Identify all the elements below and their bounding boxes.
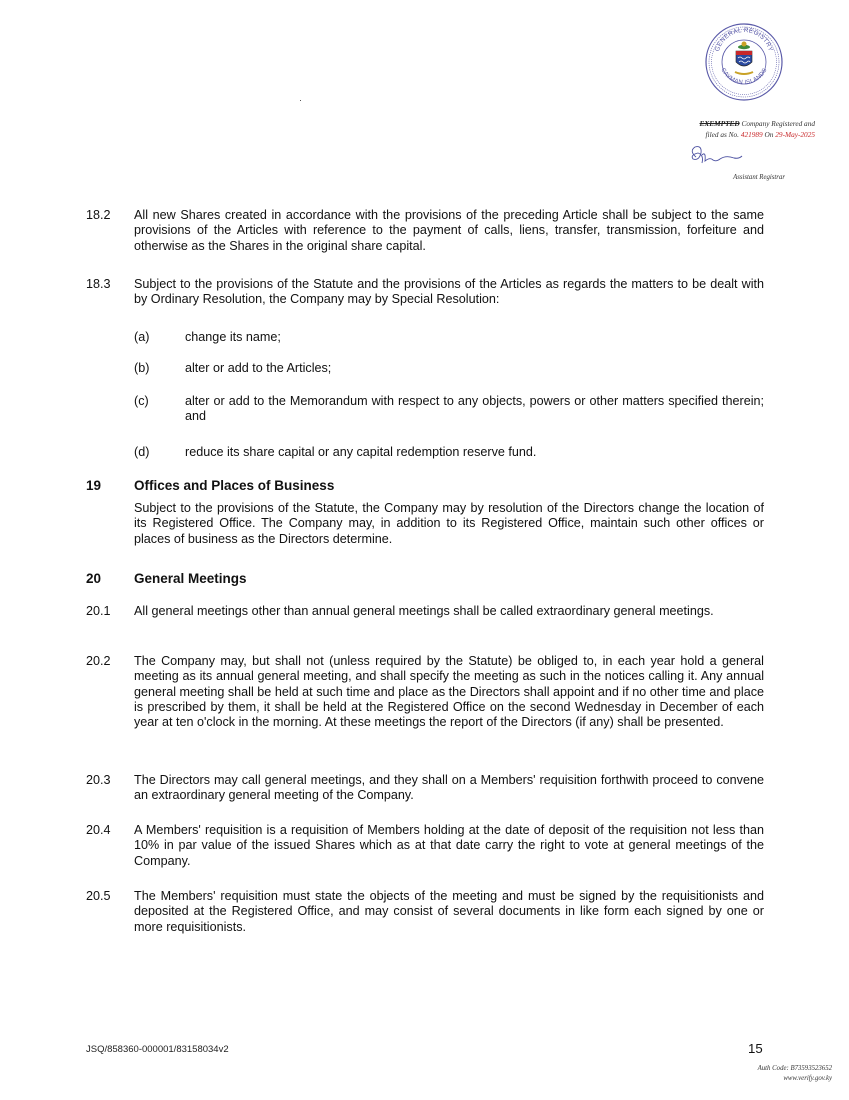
item-text: alter or add to the Articles; <box>185 361 332 375</box>
stamp-line2-prefix: filed as No. <box>705 130 739 139</box>
clause-18-3-text: Subject to the provisions of the Statute and the provisions of the Articles as regards the matters to be dealt with by Ordinary Resolution, the Company may by Special Resolution: <box>134 277 764 307</box>
registration-stamp <box>610 118 815 140</box>
item-text: change its name; <box>185 330 281 344</box>
item-text: reduce its share capital or any capital redemption reserve fund. <box>185 445 537 459</box>
company-type: EXEMPTED <box>699 119 740 128</box>
seal-bottom-text: CAYMAN ISLANDS <box>719 67 769 87</box>
item-label: (d) <box>134 445 150 459</box>
stamp-line2-on: On <box>764 130 774 139</box>
clause-number: 18.2 <box>86 208 111 222</box>
document-reference: JSQ/858360-000001/83158034v2 <box>86 1044 229 1055</box>
section-number: 20 <box>86 571 102 586</box>
clause-20-1-text: All general meetings other than annual general meetings shall be called extraordinary general meetings. <box>134 604 714 618</box>
registration-number: 421989 <box>740 130 763 139</box>
clause-number: 18.3 <box>86 277 111 291</box>
svg-text:CAYMAN ISLANDS <box>719 67 768 86</box>
page-number: 15 <box>748 1041 763 1056</box>
stamp-line1: Company Registered and <box>741 119 815 128</box>
auth-block <box>680 1064 832 1084</box>
section-number: 19 <box>86 478 102 493</box>
clause-number: 20.1 <box>86 604 111 618</box>
item-text: alter or add to the Memorandum with respect to any objects, powers or other matters specified therein; and <box>185 394 764 424</box>
section-19-title: Offices and Places of Business <box>134 478 335 493</box>
item-label: (a) <box>134 330 150 344</box>
assistant-registrar: Assistant Registrar <box>733 174 785 181</box>
scan-speck <box>300 100 301 101</box>
clause-20-4-text: A Members' requisition is a requisition of Members holding at the date of deposit of the requisition not less than 10% in par value of the issued Shares which as at that date carry the right to vote at general meetings of the Company. <box>134 823 764 868</box>
filing-date: 29-May-2025 <box>775 130 815 139</box>
verify-url: www.verify.gov.ky <box>783 1075 832 1082</box>
clause-number: 20.3 <box>86 773 111 787</box>
clause-20-3-text: The Directors may call general meetings, and they shall on a Members' requisition forthwith proceed to convene an extraordinary general meeting of the Company. <box>134 773 764 803</box>
signature-icon <box>686 143 746 169</box>
section-20-title: General Meetings <box>134 571 247 586</box>
clause-number: 20.5 <box>86 889 111 903</box>
section-19-text: Subject to the provisions of the Statute, the Company may by resolution of the Directors change the location of its Registered Office. The Company may, in addition to its Registered Office, maintain such other offices or places of business as the Directors determine. <box>134 501 764 546</box>
clause-number: 20.4 <box>86 823 111 837</box>
clause-18-2-text: All new Shares created in accordance with the provisions of the preceding Article shall be subject to the same provisions of the Articles with reference to the payment of calls, liens, transfer, transmission, forfeiture and otherwise as the Shares in the original share capital. <box>134 208 764 253</box>
seal-top-text: GENERAL REGISTRY <box>713 26 775 53</box>
clause-20-5-text: The Members' requisition must state the objects of the meeting and must be signed by the requisitionists and deposited at the Registered Office, and may consist of several documents in like form each signed by one or more requisitionists. <box>134 889 764 934</box>
registry-seal-icon <box>705 10 783 110</box>
clause-number: 20.2 <box>86 654 111 668</box>
auth-code: Auth Code: B73593523652 <box>757 1065 832 1072</box>
item-label: (c) <box>134 394 149 408</box>
clause-20-2-text: The Company may, but shall not (unless required by the Statute) be obliged to, in each year hold a general meeting as its annual general meeting, and shall specify the meeting as such in the notices calling it. Any annual general meeting shall be held at such time and place as the Directors shall appoint and if no other time and place is prescribed by them, it shall be held at the Registered Office on the second Wednesday in December of each year at ten o'clock in the morning. At these meetings the report of the Directors (if any) shall be presented. <box>134 654 764 730</box>
item-label: (b) <box>134 361 150 375</box>
